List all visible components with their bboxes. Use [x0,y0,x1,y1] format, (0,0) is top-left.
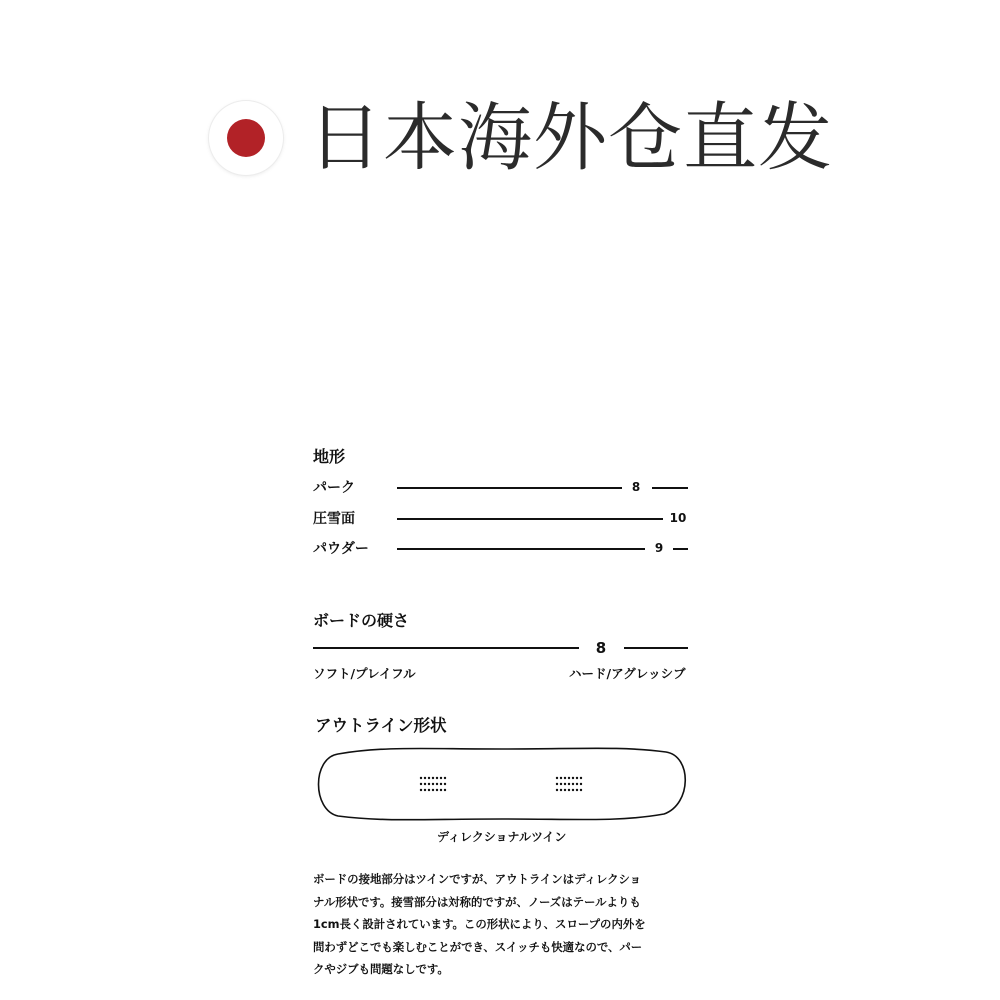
description-paragraph [313,868,693,981]
terrain-label-groomed: 圧雪面 [313,511,355,527]
banner-title: 日本海外仓直发 [308,95,833,181]
stiffness-bar-left [313,647,579,649]
stiffness-value: 8 [595,639,607,657]
terrain-label-powder: パウダー [313,541,369,557]
terrain-bar-park-left [397,487,622,489]
description-line: 1cm長く設計されています。この形状により、スロープの内外を [313,917,646,931]
terrain-value-powder: 9 [654,541,664,555]
outline-shape-name: ディレクショナルツイン [437,830,567,844]
red-sun-dot [227,119,265,157]
stiffness-heading: ボードの硬さ [313,611,410,630]
stiffness-bar-right [624,647,688,649]
terrain-heading: 地形 [313,447,346,466]
description-line: クやジブも問題なしです。 [313,962,449,976]
terrain-bar-park-right [652,487,688,489]
terrain-bar-powder-left [397,548,645,550]
description-line: 問わずどこでも楽しむことができ、スイッチも快適なので、パー [313,939,643,954]
stiffness-hard-label: ハード/アグレッシブ [569,666,686,681]
terrain-value-groomed: 10 [669,511,687,525]
terrain-bar-groomed-left [397,518,663,520]
japan-flag-icon [209,101,283,175]
stiffness-soft-label: ソフト/プレイフル [313,666,416,681]
terrain-bar-powder-right [673,548,688,550]
outline-heading: アウトライン形状 [315,716,447,735]
snowboard-outline-icon [314,744,690,824]
terrain-label-park: パーク [313,480,355,496]
description-line: ナル形状です。接雪部分は対称的ですが、ノーズはテールよりも [313,894,641,909]
terrain-value-park: 8 [631,480,641,494]
description-line: ボードの接地部分はツインですが、アウトラインはディレクショ [313,872,642,886]
